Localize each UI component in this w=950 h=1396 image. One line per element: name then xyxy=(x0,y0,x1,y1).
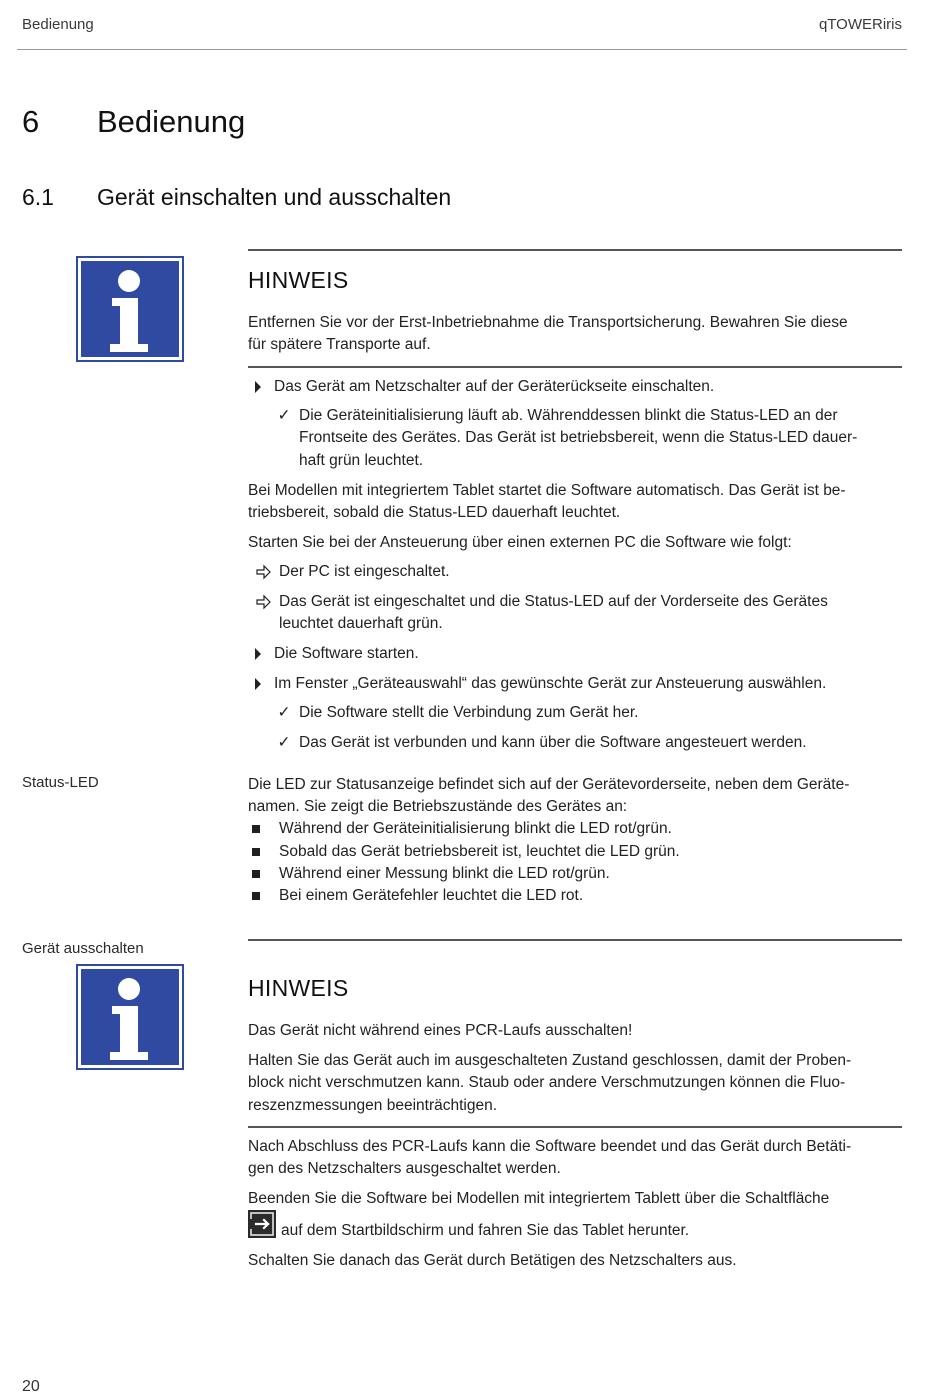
paragraph-line: Nach Abschluss des PCR-Laufs kann die Software beendet und das Gerät durch Betäti- xyxy=(248,1138,852,1155)
running-header-left: Bedienung xyxy=(22,16,94,33)
info-icon xyxy=(76,256,184,362)
list-item-text: Bei einem Gerätefehler leuchtet die LED rot. xyxy=(279,887,584,904)
notice-title: HINWEIS xyxy=(248,975,349,1001)
notice-bottom-rule xyxy=(248,366,902,368)
paragraph-line: Beenden Sie die Software bei Modellen mit integriertem Tablett über die Schaltfläche xyxy=(248,1190,830,1207)
checkmark-icon: ✓ xyxy=(277,407,291,424)
triangle-bullet-icon xyxy=(248,376,268,406)
triangle-bullet-icon xyxy=(248,673,268,703)
notice-text-line: reszenzmessungen beeinträchtigen. xyxy=(248,1097,498,1114)
result-text: Die Software stellt die Verbindung zum Gerät her. xyxy=(299,704,639,721)
square-bullet-icon xyxy=(250,818,262,841)
paragraph-line: Die LED zur Statusanzeige befindet sich auf der Gerätevorderseite, neben dem Geräte- xyxy=(248,776,850,793)
notice-text-line: Entfernen Sie vor der Erst-Inbetriebnahme die Transportsicherung. Bewahren Sie diese xyxy=(248,314,848,331)
result-text-line: Frontseite des Gerätes. Das Gerät ist betriebsbereit, wenn die Status-LED dauer- xyxy=(299,429,858,446)
notice-text-line: Halten Sie das Gerät auch im ausgeschalteten Zustand geschlossen, damit der Proben- xyxy=(248,1052,852,1069)
result-text: Das Gerät ist verbunden und kann über die Software angesteuert werden. xyxy=(299,734,807,751)
result-text-line: haft grün leuchtet. xyxy=(299,452,424,469)
step-text: Das Gerät am Netzschalter auf der Geräterückseite einschalten. xyxy=(274,378,715,395)
paragraph-line: Bei Modellen mit integriertem Tablet startet die Software automatisch. Das Gerät ist be- xyxy=(248,482,846,499)
page-number: 20 xyxy=(22,1378,40,1395)
chapter-number: 6 xyxy=(22,104,40,139)
paragraph-line: triebsbereit, sobald die Status-LED dauerhaft leuchtet. xyxy=(248,504,621,521)
notice-text-line: Das Gerät nicht während eines PCR-Laufs ausschalten! xyxy=(248,1022,633,1039)
square-bullet-icon xyxy=(250,841,262,864)
checkmark-icon: ✓ xyxy=(277,734,291,751)
margin-label-switch-off: Gerät ausschalten xyxy=(22,940,144,957)
step-text: Die Software starten. xyxy=(274,645,419,662)
chapter-title: Bedienung xyxy=(97,104,246,139)
square-bullet-icon xyxy=(250,885,262,908)
square-bullet-icon xyxy=(250,863,262,886)
notice-top-rule xyxy=(248,249,902,251)
section-title: Gerät einschalten und ausschalten xyxy=(97,184,452,210)
checkmark-icon: ✓ xyxy=(277,704,291,721)
section-number: 6.1 xyxy=(22,184,54,210)
list-item-text: Während der Geräteinitialisierung blinkt die LED rot/grün. xyxy=(279,820,672,837)
paragraph-line: namen. Sie zeigt die Betriebszustände des Gerätes an: xyxy=(248,798,628,815)
notice-title: HINWEIS xyxy=(248,267,349,293)
paragraph-line: Schalten Sie danach das Gerät durch Betätigen des Netzschalters aus. xyxy=(248,1252,737,1269)
hollow-arrow-icon xyxy=(254,591,274,621)
notice-top-rule xyxy=(248,939,902,941)
exit-button-icon xyxy=(248,1210,276,1238)
condition-text-line: Das Gerät ist eingeschaltet und die Status-LED auf der Vorderseite des Gerätes xyxy=(279,593,828,610)
paragraph-line: gen des Netzschalters ausgeschaltet werden. xyxy=(248,1160,561,1177)
info-icon xyxy=(76,964,184,1070)
notice-text-line: block nicht verschmutzen kann. Staub oder andere Verschmutzungen können die Fluo- xyxy=(248,1074,846,1091)
running-header-right: qTOWERiris xyxy=(818,16,902,33)
triangle-bullet-icon xyxy=(248,643,268,673)
notice-bottom-rule xyxy=(248,1126,902,1128)
hollow-arrow-icon xyxy=(254,561,274,591)
header-divider xyxy=(17,49,907,50)
notice-text-line: für spätere Transporte auf. xyxy=(248,336,431,353)
result-text-line: Die Geräteinitialisierung läuft ab. Währenddessen blinkt die Status-LED an der xyxy=(299,407,838,424)
paragraph-line: Starten Sie bei der Ansteuerung über einen externen PC die Software wie folgt: xyxy=(248,534,792,551)
list-item-text: Während einer Messung blinkt die LED rot/grün. xyxy=(279,865,610,882)
paragraph-line: auf dem Startbildschirm und fahren Sie das Tablet herunter. xyxy=(281,1222,690,1239)
condition-text: Der PC ist eingeschaltet. xyxy=(279,563,450,580)
step-text: Im Fenster „Geräteauswahl“ das gewünschte Gerät zur Ansteuerung auswählen. xyxy=(274,675,827,692)
condition-text-line: leuchtet dauerhaft grün. xyxy=(279,615,443,632)
list-item-text: Sobald das Gerät betriebsbereit ist, leuchtet die LED grün. xyxy=(279,843,680,860)
margin-label-status-led: Status-LED xyxy=(22,774,99,791)
